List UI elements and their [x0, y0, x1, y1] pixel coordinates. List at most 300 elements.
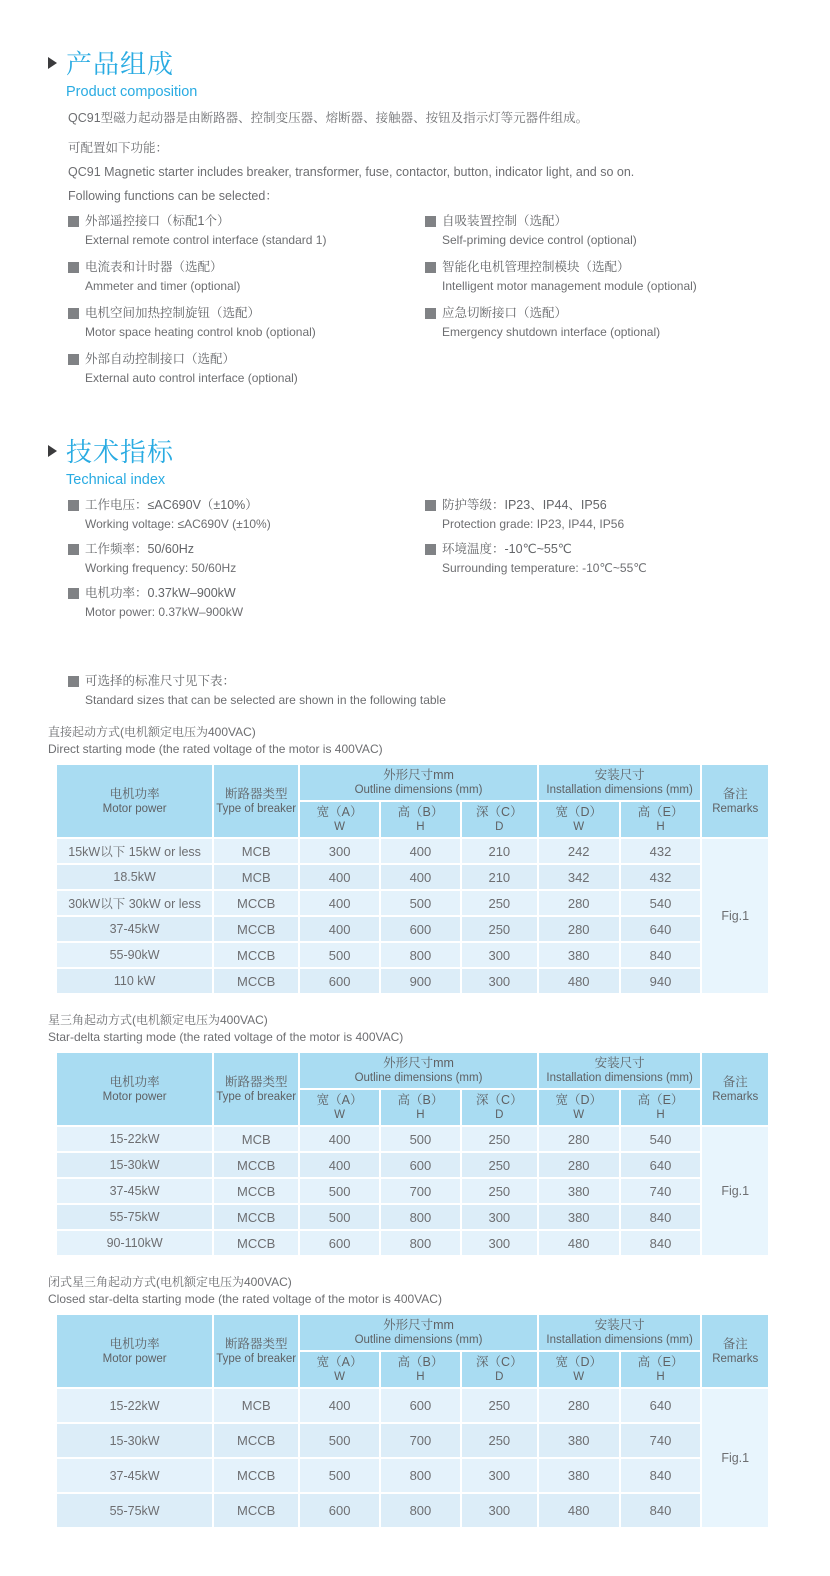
dimension-cell: 250: [462, 1424, 537, 1457]
dimension-cell: 300: [462, 1494, 537, 1527]
spec-text-zh: 工作电压：≤AC690V（±10%）: [85, 498, 258, 512]
section-heading: [48, 44, 770, 81]
feature-columns: [68, 214, 770, 398]
intro-en-1: QC91 Magnetic starter includes breaker, transformer, fuse, contactor, button, indicator light, and so on.: [68, 165, 635, 179]
breaker-type-cell: MCCB: [214, 969, 298, 993]
spec-item: [425, 498, 770, 531]
spec-text-zh: 防护等级：IP23、IP44、IP56: [442, 498, 607, 512]
breaker-type-label-en: Type of breaker: [216, 1090, 297, 1103]
dimension-cell: 900: [381, 969, 460, 993]
spec-list-right: [425, 498, 770, 630]
breaker-type-cell: MCB: [214, 1127, 298, 1151]
table-row: [57, 1179, 768, 1203]
dimension-sub-column-label-zh: 深（C）: [476, 1093, 523, 1107]
breaker-type-label-zh: 断路器类型: [224, 786, 288, 801]
dimension-sub-column-label-zh: 高（E）: [637, 1355, 684, 1369]
dimension-cell: 400: [300, 1389, 379, 1422]
feature-text-zh: 外部遥控接口（标配1个）: [85, 214, 230, 228]
header-breaker-type: [214, 1315, 298, 1387]
square-bullet-icon: [68, 216, 79, 227]
outline-dimensions-label-en: Outline dimensions (mm): [354, 1334, 483, 1346]
remarks-label-en: Remarks: [712, 1352, 759, 1365]
table-header-row: [57, 1315, 768, 1350]
spec-label-en: Motor power: 0.37kW–900kW: [85, 605, 244, 619]
feature-item: [425, 214, 770, 247]
spec-label-en: Protection grade: IP23, IP44, IP56: [442, 517, 625, 531]
table-row: [57, 1153, 768, 1177]
breaker-type-cell: MCB: [214, 839, 298, 863]
table-row: [57, 943, 768, 967]
remarks-label-en: Remarks: [712, 1090, 759, 1103]
dimension-cell: 940: [621, 969, 701, 993]
dimension-sub-column-label-zh: 高（E）: [637, 1093, 684, 1107]
square-bullet-icon: [68, 544, 79, 555]
spec-item: [425, 542, 770, 575]
square-bullet-icon: [68, 308, 79, 319]
motor-power-cell: 55-90kW: [57, 943, 212, 967]
dimension-cell: 250: [462, 1153, 537, 1177]
installation-dimensions-label-en: Installation dimensions (mm): [546, 1072, 693, 1084]
table-row: [57, 1459, 768, 1492]
dimension-sub-column-label-en: H: [656, 1371, 665, 1383]
header-remarks: [702, 765, 768, 837]
table-title-en: Direct starting mode (the rated voltage of the motor is 400VAC): [48, 742, 383, 756]
feature-label-zh: [425, 306, 770, 320]
dimension-cell: 500: [381, 1127, 460, 1151]
feature-item: [68, 352, 425, 385]
dimension-cell: 242: [539, 839, 619, 863]
dimension-sub-column-label-zh: 高（B）: [397, 1355, 444, 1369]
dimension-cell: 280: [539, 917, 619, 941]
note-text-en: Standard sizes that can be selected are shown in the following table: [85, 693, 446, 707]
dimension-table-block: [48, 1274, 770, 1529]
table-row: [57, 969, 768, 993]
breaker-type-label-zh: 断路器类型: [224, 1074, 288, 1089]
dimension-cell: 250: [462, 1179, 537, 1203]
dimension-sub-column-label-zh: 高（B）: [397, 1093, 444, 1107]
feature-text-zh: 自吸装置控制（选配）: [442, 214, 568, 228]
section-technical-index: [48, 432, 770, 630]
intro-zh-2: 可配置如下功能：: [68, 141, 169, 155]
breaker-type-cell: MCCB: [214, 917, 298, 941]
motor-power-label-zh: 电机功率: [109, 1074, 160, 1089]
dimension-sub-column-label-en: D: [495, 821, 504, 833]
dimension-cell: 210: [462, 839, 537, 863]
dimension-cell: 400: [381, 865, 460, 889]
dimension-cell: 250: [462, 1389, 537, 1422]
dimension-cell: 840: [621, 1205, 701, 1229]
motor-power-label-zh: 电机功率: [109, 786, 160, 801]
dimension-cell: 480: [539, 969, 619, 993]
dimension-cell: 700: [381, 1179, 460, 1203]
spec-label-zh: [425, 498, 770, 512]
breaker-type-cell: MCB: [214, 1389, 298, 1422]
header-dimension-sub-column: [539, 1352, 619, 1387]
dimension-table-block: [48, 1012, 770, 1257]
spec-label-en: Surrounding temperature: -10℃~55℃: [442, 561, 647, 575]
installation-dimensions-label-en: Installation dimensions (mm): [546, 1334, 693, 1346]
dimension-cell: 600: [381, 1389, 460, 1422]
dimension-cell: 840: [621, 1231, 701, 1255]
feature-label-zh: [68, 352, 425, 366]
header-dimension-sub-column: [300, 1352, 379, 1387]
breaker-type-label-zh: 断路器类型: [224, 1336, 288, 1351]
motor-power-cell: 15-30kW: [57, 1153, 212, 1177]
dimension-sub-column-label-zh: 宽（D）: [555, 1093, 602, 1107]
dimension-cell: 210: [462, 865, 537, 889]
dimension-cell: 380: [539, 1205, 619, 1229]
dimension-cell: 400: [381, 839, 460, 863]
outline-dimensions-label-en: Outline dimensions (mm): [354, 784, 483, 796]
outline-dimensions-label-zh: 外形尺寸mm: [383, 768, 454, 782]
table-header-row: [57, 765, 768, 800]
remarks-label-zh: 备注: [722, 1336, 748, 1351]
square-bullet-icon: [68, 676, 79, 687]
spec-label-zh: [68, 542, 425, 556]
header-dimension-sub-column: [462, 1090, 537, 1125]
dimension-sub-column-label-en: H: [416, 821, 425, 833]
square-bullet-icon: [425, 216, 436, 227]
square-bullet-icon: [425, 262, 436, 273]
feature-list-left: [68, 214, 425, 398]
feature-text-zh: 电机空间加热控制旋钮（选配）: [85, 306, 261, 320]
spec-text-zh: 环境温度：-10℃~55℃: [442, 542, 572, 556]
motor-power-cell: 90-110kW: [57, 1231, 212, 1255]
header-dimension-sub-column: [300, 802, 379, 837]
dimension-cell: 600: [300, 1494, 379, 1527]
dimension-cell: 300: [462, 1231, 537, 1255]
motor-power-cell: 37-45kW: [57, 1459, 212, 1492]
feature-label-zh: [425, 214, 770, 228]
product-composition-title-zh: 产品组成: [66, 49, 175, 79]
technical-index-title-zh: 技术指标: [66, 437, 175, 467]
header-dimension-sub-column: [381, 1352, 460, 1387]
dimension-cell: 400: [300, 1153, 379, 1177]
intro-en-2: Following functions can be selected：: [68, 189, 278, 203]
header-installation-dimensions: [539, 1315, 701, 1350]
feature-item: [68, 214, 425, 247]
dimension-cell: 740: [621, 1179, 701, 1203]
dimension-cell: 840: [621, 1459, 701, 1492]
square-bullet-icon: [68, 354, 79, 365]
section-heading: [48, 432, 770, 469]
remarks-label-zh: 备注: [722, 1074, 748, 1089]
dimension-sub-column-label-en: W: [334, 821, 346, 833]
dimension-table: [55, 1051, 770, 1257]
outline-dimensions-label-zh: 外形尺寸mm: [383, 1318, 454, 1332]
triangle-marker-icon: [48, 57, 57, 69]
motor-power-label-en: Motor power: [102, 1090, 167, 1103]
feature-label-en: Intelligent motor management module (optional): [442, 279, 697, 293]
dimension-cell: 480: [539, 1494, 619, 1527]
dimension-sub-column-label-zh: 深（C）: [476, 1355, 523, 1369]
installation-dimensions-label-en: Installation dimensions (mm): [546, 784, 693, 796]
installation-dimensions-label-zh: 安装尺寸: [594, 768, 645, 782]
header-dimension-sub-column: [381, 802, 460, 837]
dimension-sub-column-label-zh: 宽（A）: [316, 1355, 363, 1369]
installation-dimensions-label-zh: 安装尺寸: [594, 1318, 645, 1332]
square-bullet-icon: [425, 500, 436, 511]
dimension-sub-column-label-en: H: [416, 1109, 425, 1121]
dimension-tables-area: [48, 724, 770, 1529]
dimension-cell: 280: [539, 891, 619, 915]
table-row: [57, 1494, 768, 1527]
header-outline-dimensions: [300, 1053, 537, 1088]
dimension-cell: 540: [621, 1127, 701, 1151]
dimension-sub-column-label-zh: 高（E）: [637, 805, 684, 819]
breaker-type-cell: MCCB: [214, 1153, 298, 1177]
outline-dimensions-label-zh: 外形尺寸mm: [383, 1056, 454, 1070]
feature-label-en: Ammeter and timer (optional): [85, 279, 241, 293]
table-row: [57, 917, 768, 941]
dimension-cell: 300: [462, 943, 537, 967]
header-dimension-sub-column: [621, 1090, 701, 1125]
spec-label-zh: [68, 586, 425, 600]
header-dimension-sub-column: [539, 802, 619, 837]
feature-list-right: [425, 214, 770, 398]
table-row: [57, 1424, 768, 1457]
table-row: [57, 1231, 768, 1255]
table-row: [57, 1389, 768, 1422]
dimension-cell: 300: [462, 969, 537, 993]
motor-power-label-en: Motor power: [102, 802, 167, 815]
dimension-cell: 300: [462, 1205, 537, 1229]
table-row: [57, 839, 768, 863]
feature-label-en: Emergency shutdown interface (optional): [442, 325, 661, 339]
dimension-cell: 640: [621, 917, 701, 941]
table-title-zh: 闭式星三角起动方式(电机额定电压为400VAC): [48, 1275, 292, 1289]
dimension-cell: 600: [300, 969, 379, 993]
remarks-cell: Fig.1: [702, 1127, 768, 1255]
dimension-sub-column-label-zh: 宽（D）: [555, 805, 602, 819]
dimension-cell: 500: [300, 1424, 379, 1457]
dimension-cell: 432: [621, 865, 701, 889]
header-dimension-sub-column: [300, 1090, 379, 1125]
dimension-cell: 480: [539, 1231, 619, 1255]
dimension-table-block: [48, 724, 770, 995]
table-row: [57, 865, 768, 889]
motor-power-cell: 15-22kW: [57, 1127, 212, 1151]
dimension-sub-column-label-en: H: [416, 1371, 425, 1383]
remarks-label-zh: 备注: [722, 786, 748, 801]
table-row: [57, 1127, 768, 1151]
table-row: [57, 891, 768, 915]
dimension-cell: 380: [539, 1424, 619, 1457]
dimension-sub-column-label-zh: 宽（D）: [555, 1355, 602, 1369]
table-header-row: [57, 1053, 768, 1088]
spec-item: [68, 498, 425, 531]
dimension-cell: 380: [539, 1179, 619, 1203]
dimension-cell: 280: [539, 1127, 619, 1151]
dimension-cell: 700: [381, 1424, 460, 1457]
square-bullet-icon: [68, 262, 79, 273]
dimension-cell: 800: [381, 1231, 460, 1255]
breaker-type-cell: MCB: [214, 865, 298, 889]
spec-item: [68, 542, 425, 575]
header-outline-dimensions: [300, 765, 537, 800]
dimension-cell: 640: [621, 1389, 701, 1422]
motor-power-label-zh: 电机功率: [109, 1336, 160, 1351]
table-row: [57, 1205, 768, 1229]
dimension-cell: 400: [300, 1127, 379, 1151]
header-dimension-sub-column: [462, 802, 537, 837]
motor-power-cell: 18.5kW: [57, 865, 212, 889]
installation-dimensions-label-zh: 安装尺寸: [594, 1056, 645, 1070]
dimension-cell: 300: [300, 839, 379, 863]
dimension-cell: 400: [300, 917, 379, 941]
dimension-cell: 500: [300, 943, 379, 967]
dimension-sub-column-label-en: W: [334, 1109, 346, 1121]
table-title-zh: 星三角起动方式(电机额定电压为400VAC): [48, 1013, 268, 1027]
spec-text-zh: 电机功率：0.37kW–900kW: [85, 586, 236, 600]
note-text-zh: 可选择的标准尺寸见下表：: [85, 674, 236, 688]
motor-power-cell: 55-75kW: [57, 1494, 212, 1527]
spec-label-en: Working voltage: ≤AC690V (±10%): [85, 517, 271, 531]
feature-label-zh: [68, 260, 425, 274]
feature-label-zh: [68, 214, 425, 228]
dimension-sub-column-label-en: W: [573, 821, 585, 833]
dimension-sub-column-label-en: H: [656, 821, 665, 833]
table-title-en: Closed star-delta starting mode (the rated voltage of the motor is 400VAC): [48, 1292, 442, 1306]
header-dimension-sub-column: [381, 1090, 460, 1125]
spec-text-zh: 工作频率：50/60Hz: [85, 542, 195, 556]
breaker-type-cell: MCCB: [214, 1459, 298, 1492]
square-bullet-icon: [425, 308, 436, 319]
dimension-table: [55, 1313, 770, 1529]
feature-label-en: Motor space heating control knob (optional): [85, 325, 316, 339]
dimension-sub-column-label-zh: 深（C）: [476, 805, 523, 819]
feature-label-zh: [425, 260, 770, 274]
dimension-cell: 380: [539, 943, 619, 967]
spec-list-left: [68, 498, 425, 630]
header-outline-dimensions: [300, 1315, 537, 1350]
section-product-composition: [48, 44, 770, 398]
dimension-cell: 840: [621, 1494, 701, 1527]
dimension-cell: 280: [539, 1389, 619, 1422]
dimension-cell: 800: [381, 1459, 460, 1492]
dimension-cell: 380: [539, 1459, 619, 1492]
dimension-sub-column-label-en: W: [573, 1371, 585, 1383]
breaker-type-cell: MCCB: [214, 891, 298, 915]
intro-zh-1: QC91型磁力起动器是由断路器、控制变压器、熔断器、接触器、按钮及指示灯等元器件组成。: [68, 111, 589, 125]
motor-power-cell: 37-45kW: [57, 1179, 212, 1203]
dimension-cell: 600: [300, 1231, 379, 1255]
header-breaker-type: [214, 1053, 298, 1125]
dimension-cell: 800: [381, 943, 460, 967]
breaker-type-cell: MCCB: [214, 1205, 298, 1229]
header-dimension-sub-column: [539, 1090, 619, 1125]
dimension-cell: 250: [462, 917, 537, 941]
dimension-sub-column-label-zh: 宽（A）: [316, 805, 363, 819]
breaker-type-cell: MCCB: [214, 1179, 298, 1203]
breaker-type-cell: MCCB: [214, 1424, 298, 1457]
dimension-cell: 640: [621, 1153, 701, 1177]
feature-text-zh: 电流表和计时器（选配）: [85, 260, 223, 274]
dimension-sub-column-label-zh: 高（B）: [397, 805, 444, 819]
dimension-sub-column-label-en: D: [495, 1371, 504, 1383]
dimension-cell: 500: [300, 1459, 379, 1492]
dimension-cell: 342: [539, 865, 619, 889]
spec-label-en: Working frequency: 50/60Hz: [85, 561, 237, 575]
remarks-cell: Fig.1: [702, 1389, 768, 1527]
square-bullet-icon: [68, 500, 79, 511]
header-dimension-sub-column: [621, 802, 701, 837]
dimension-table: [55, 763, 770, 995]
dimension-cell: 840: [621, 943, 701, 967]
feature-item: [425, 306, 770, 339]
header-dimension-sub-column: [462, 1352, 537, 1387]
standard-sizes-note: [68, 674, 770, 707]
square-bullet-icon: [425, 544, 436, 555]
motor-power-cell: 37-45kW: [57, 917, 212, 941]
motor-power-label-en: Motor power: [102, 1352, 167, 1365]
feature-text-zh: 外部自动控制接口（选配）: [85, 352, 236, 366]
table-title-zh: 直接起动方式(电机额定电压为400VAC): [48, 725, 256, 739]
technical-index-title-en: Technical index: [66, 472, 166, 488]
header-dimension-sub-column: [621, 1352, 701, 1387]
feature-item: [425, 260, 770, 293]
header-motor-power: [57, 765, 212, 837]
square-bullet-icon: [68, 588, 79, 599]
feature-item: [68, 306, 425, 339]
product-composition-title-en: Product composition: [66, 84, 198, 100]
dimension-cell: 300: [462, 1459, 537, 1492]
motor-power-cell: 30kW以下 30kW or less: [57, 891, 212, 915]
dimension-sub-column-label-en: D: [495, 1109, 504, 1121]
dimension-cell: 800: [381, 1494, 460, 1527]
feature-label-en: External remote control interface (standard 1): [85, 233, 327, 247]
header-motor-power: [57, 1053, 212, 1125]
intro-paragraphs: [68, 112, 770, 203]
dimension-cell: 500: [300, 1179, 379, 1203]
breaker-type-cell: MCCB: [214, 943, 298, 967]
spec-label-zh: [425, 542, 770, 556]
dimension-cell: 432: [621, 839, 701, 863]
remarks-label-en: Remarks: [712, 802, 759, 815]
breaker-type-cell: MCCB: [214, 1494, 298, 1527]
table-title-en: Star-delta starting mode (the rated voltage of the motor is 400VAC): [48, 1030, 404, 1044]
motor-power-cell: 15-30kW: [57, 1424, 212, 1457]
header-remarks: [702, 1315, 768, 1387]
dimension-cell: 540: [621, 891, 701, 915]
header-motor-power: [57, 1315, 212, 1387]
remarks-cell: Fig.1: [702, 839, 768, 993]
header-breaker-type: [214, 765, 298, 837]
dimension-sub-column-label-en: W: [573, 1109, 585, 1121]
dimension-cell: 280: [539, 1153, 619, 1177]
breaker-type-label-en: Type of breaker: [216, 802, 297, 815]
triangle-marker-icon: [48, 445, 57, 457]
header-installation-dimensions: [539, 765, 701, 800]
feature-label-en: Self-priming device control (optional): [442, 233, 637, 247]
motor-power-cell: 15-22kW: [57, 1389, 212, 1422]
spec-label-zh: [68, 498, 425, 512]
spec-item: [68, 586, 425, 619]
breaker-type-label-en: Type of breaker: [216, 1352, 297, 1365]
motor-power-cell: 55-75kW: [57, 1205, 212, 1229]
feature-item: [68, 260, 425, 293]
note-line-zh: [68, 674, 770, 688]
outline-dimensions-label-en: Outline dimensions (mm): [354, 1072, 483, 1084]
spec-columns: [68, 498, 770, 630]
header-installation-dimensions: [539, 1053, 701, 1088]
dimension-cell: 400: [300, 891, 379, 915]
dimension-cell: 600: [381, 917, 460, 941]
dimension-cell: 250: [462, 1127, 537, 1151]
feature-text-zh: 智能化电机管理控制模块（选配）: [442, 260, 630, 274]
dimension-sub-column-label-zh: 宽（A）: [316, 1093, 363, 1107]
dimension-sub-column-label-en: W: [334, 1371, 346, 1383]
